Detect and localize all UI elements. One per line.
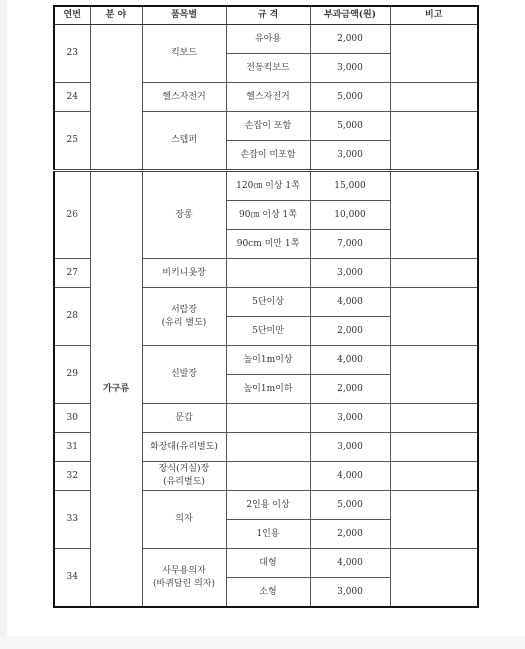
- row-no: 31: [54, 433, 90, 462]
- header-no: 연번: [54, 6, 90, 25]
- item-name-sub: (바퀴달린 의자): [152, 578, 216, 589]
- item-name: 신발장: [142, 346, 226, 404]
- spec-cell: 2인용 이상: [226, 491, 310, 520]
- item-name-cell: [142, 549, 226, 608]
- spec-cell: [226, 259, 310, 288]
- spec-cell: 전동킥보드: [226, 54, 310, 83]
- item-name: 장식(거실)장: [158, 464, 210, 474]
- note-cell: [390, 549, 478, 608]
- spec-cell: 소형: [226, 578, 310, 608]
- note-cell: [390, 112, 478, 171]
- fee-cell: 3,000: [310, 433, 390, 462]
- row-no: 34: [54, 549, 90, 608]
- fee-cell: 4,000: [310, 288, 390, 317]
- note-cell: [390, 25, 478, 83]
- item-name: 비키니옷장: [142, 259, 226, 288]
- row-no: 30: [54, 404, 90, 433]
- fee-cell: 4,000: [310, 462, 390, 491]
- spec-cell: 대형: [226, 549, 310, 578]
- note-cell: [390, 404, 478, 433]
- fee-cell: 2,000: [310, 375, 390, 404]
- fee-cell: 3,000: [310, 578, 390, 608]
- spec-cell: [226, 433, 310, 462]
- spec-cell: 5단미만: [226, 317, 310, 346]
- table-row: [54, 25, 478, 54]
- item-name: 서랍장: [170, 304, 198, 315]
- header-fee: 부과금액(원): [310, 6, 390, 25]
- fee-cell: 4,000: [310, 346, 390, 375]
- spec-cell: 유아용: [226, 25, 310, 54]
- header-spec: 규 격: [226, 6, 310, 25]
- spec-cell: 1인용: [226, 520, 310, 549]
- fee-table: [53, 5, 479, 608]
- row-no: 28: [54, 288, 90, 346]
- item-name: 장롱: [142, 171, 226, 259]
- item-name: 사무용의자: [162, 565, 206, 576]
- header-note: 비고: [390, 6, 478, 25]
- fee-cell: 5,000: [310, 83, 390, 112]
- fee-cell: 2,000: [310, 25, 390, 54]
- item-name-sub: (유리 별도): [161, 317, 207, 328]
- item-name: 문갑: [142, 404, 226, 433]
- row-no: 32: [54, 462, 90, 491]
- page-bottom-margin: [0, 636, 525, 649]
- fee-cell: 7,000: [310, 230, 390, 259]
- item-name: 의자: [142, 491, 226, 549]
- fee-cell: 3,000: [310, 54, 390, 83]
- row-no: 23: [54, 25, 90, 83]
- note-cell: [390, 346, 478, 404]
- fee-cell: 15,000: [310, 171, 390, 201]
- note-cell: [390, 83, 478, 112]
- category-furniture: 가구류: [90, 171, 142, 608]
- fee-cell: 3,000: [310, 141, 390, 171]
- note-cell: [390, 462, 478, 491]
- fee-cell: 5,000: [310, 491, 390, 520]
- item-name: 스텝퍼: [142, 112, 226, 171]
- spec-cell: 90cm 미만 1쪽: [226, 230, 310, 259]
- fee-cell: 10,000: [310, 201, 390, 230]
- row-no: 25: [54, 112, 90, 171]
- page-margin: [0, 0, 7, 649]
- spec-cell: 손잡이 포함: [226, 112, 310, 141]
- fee-cell: 4,000: [310, 549, 390, 578]
- fee-cell: 2,000: [310, 520, 390, 549]
- row-no: 29: [54, 346, 90, 404]
- note-cell: [390, 288, 478, 346]
- header-field: 분 야: [90, 6, 142, 25]
- item-name-sub: (유리별도): [163, 477, 205, 487]
- row-no: 24: [54, 83, 90, 112]
- spec-cell: [226, 404, 310, 433]
- spec-cell: 5단이상: [226, 288, 310, 317]
- spec-cell: 높이1m이하: [226, 375, 310, 404]
- row-no: 26: [54, 171, 90, 259]
- item-name: 화장대(유리별도): [142, 433, 226, 462]
- item-name: 킥보드: [142, 25, 226, 83]
- item-name: 헬스자전거: [142, 83, 226, 112]
- spec-cell: [226, 462, 310, 491]
- note-cell: [390, 491, 478, 549]
- fee-cell: 5,000: [310, 112, 390, 141]
- header-item: 품목별: [142, 6, 226, 25]
- table-header-row: [54, 6, 478, 25]
- table-row: [54, 171, 478, 201]
- row-no: 27: [54, 259, 90, 288]
- note-cell: [390, 171, 478, 259]
- fee-cell: 2,000: [310, 317, 390, 346]
- item-name-cell: [142, 462, 226, 491]
- item-name-cell: [142, 288, 226, 346]
- spec-cell: 높이1m이상: [226, 346, 310, 375]
- fee-cell: 3,000: [310, 259, 390, 288]
- spec-cell: 120㎝ 이상 1쪽: [226, 171, 310, 201]
- spec-cell: 90㎝ 이상 1쪽: [226, 201, 310, 230]
- spec-cell: 손잡이 미포함: [226, 141, 310, 171]
- field-cell-empty: [90, 25, 142, 171]
- row-no: 33: [54, 491, 90, 549]
- note-cell: [390, 433, 478, 462]
- fee-cell: 3,000: [310, 404, 390, 433]
- spec-cell: 헬스자전거: [226, 83, 310, 112]
- note-cell: [390, 259, 478, 288]
